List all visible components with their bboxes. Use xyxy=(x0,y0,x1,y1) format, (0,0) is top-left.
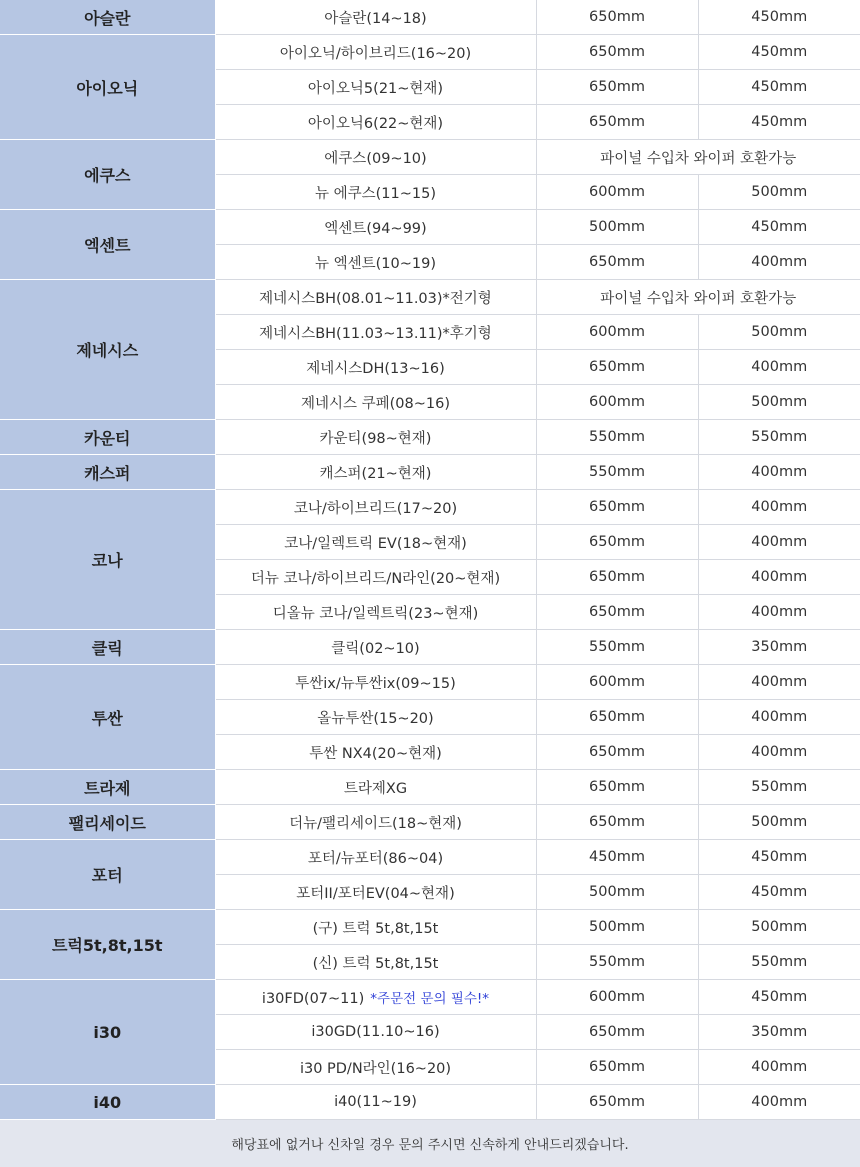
driver-wiper-size-cell: 650mm xyxy=(536,1050,698,1085)
model-cell xyxy=(215,105,536,140)
category-cell: 포터 xyxy=(0,840,215,910)
model-name: 투싼 NX4(20~현재) xyxy=(309,745,442,762)
category-cell: 캐스퍼 xyxy=(0,455,215,490)
driver-wiper-size-cell: 650mm xyxy=(536,105,698,140)
driver-wiper-size-cell: 650mm xyxy=(536,350,698,385)
passenger-wiper-size-cell: 400mm xyxy=(698,1050,860,1085)
model-name: 더뉴/팰리세이드(18~현재) xyxy=(289,815,462,832)
footer-notice-text: 해당표에 없거나 신차일 경우 문의 주시면 신속하게 안내드리겠습니다. xyxy=(231,1138,629,1153)
model-cell xyxy=(215,350,536,385)
model-name: 포터II/포터EV(04~현재) xyxy=(296,885,455,902)
passenger-wiper-size-cell: 400mm xyxy=(698,700,860,735)
model-cell xyxy=(215,140,536,175)
model-name: 제네시스BH(11.03~13.11)*후기형 xyxy=(259,325,492,342)
category-cell: 클릭 xyxy=(0,630,215,665)
table-row xyxy=(0,490,860,525)
model-cell xyxy=(215,770,536,805)
model-name: i40(11~19) xyxy=(334,1094,417,1110)
driver-wiper-size-cell: 650mm xyxy=(536,805,698,840)
passenger-wiper-size-cell: 500mm xyxy=(698,910,860,945)
model-cell xyxy=(215,805,536,840)
passenger-wiper-size-cell: 400mm xyxy=(698,665,860,700)
model-cell xyxy=(215,245,536,280)
passenger-wiper-size-cell: 400mm xyxy=(698,455,860,490)
model-name: i30FD(07~11) xyxy=(261,991,365,1007)
model-name: 에쿠스(09~10) xyxy=(324,150,427,167)
passenger-wiper-size-cell: 500mm xyxy=(698,175,860,210)
passenger-wiper-size-cell: 400mm xyxy=(698,1085,860,1120)
driver-wiper-size-cell: 650mm xyxy=(536,35,698,70)
table-row xyxy=(0,0,860,35)
category-cell: 아슬란 xyxy=(0,0,215,35)
driver-wiper-size-cell: 650mm xyxy=(536,595,698,630)
passenger-wiper-size-cell: 550mm xyxy=(698,770,860,805)
category-cell: 아이오닉 xyxy=(0,35,215,140)
model-cell xyxy=(215,875,536,910)
table-row xyxy=(0,770,860,805)
passenger-wiper-size-cell: 450mm xyxy=(698,875,860,910)
driver-wiper-size-cell: 600mm xyxy=(536,175,698,210)
driver-wiper-size-cell: 550mm xyxy=(536,945,698,980)
model-cell xyxy=(215,945,536,980)
model-cell xyxy=(215,735,536,770)
model-cell xyxy=(215,665,536,700)
category-cell: 트라제 xyxy=(0,770,215,805)
table-row xyxy=(0,280,860,315)
driver-wiper-size-cell: 500mm xyxy=(536,210,698,245)
category-cell: 엑센트 xyxy=(0,210,215,280)
category-cell: i30 xyxy=(0,980,215,1085)
driver-wiper-size-cell: 650mm xyxy=(536,245,698,280)
driver-wiper-size-cell: 500mm xyxy=(536,875,698,910)
passenger-wiper-size-cell: 450mm xyxy=(698,0,860,35)
model-name: 투싼ix/뉴투싼ix(09~15) xyxy=(295,675,456,692)
model-name: 캐스퍼(21~현재) xyxy=(319,465,432,482)
model-name: 코나/일렉트릭 EV(18~현재) xyxy=(284,535,467,552)
model-name: 더뉴 코나/하이브리드/N라인(20~현재) xyxy=(250,570,501,587)
model-name: 트라제XG xyxy=(343,780,408,797)
driver-wiper-size-cell: 650mm xyxy=(536,1015,698,1050)
model-name: 코나/하이브리드(17~20) xyxy=(293,500,458,517)
table-row xyxy=(0,1085,860,1120)
model-cell xyxy=(215,700,536,735)
driver-wiper-size-cell: 550mm xyxy=(536,420,698,455)
passenger-wiper-size-cell: 400mm xyxy=(698,525,860,560)
model-cell xyxy=(215,35,536,70)
model-cell xyxy=(215,210,536,245)
passenger-wiper-size-cell: 350mm xyxy=(698,630,860,665)
passenger-wiper-size-cell: 400mm xyxy=(698,560,860,595)
table-row xyxy=(0,455,860,490)
model-cell xyxy=(215,175,536,210)
passenger-wiper-size-cell: 450mm xyxy=(698,35,860,70)
model-name: 제네시스 쿠페(08~16) xyxy=(300,395,450,412)
model-cell xyxy=(215,385,536,420)
model-name: (구) 트럭 5t,8t,15t xyxy=(312,920,439,937)
driver-wiper-size-cell: 550mm xyxy=(536,630,698,665)
driver-wiper-size-cell: 650mm xyxy=(536,735,698,770)
category-cell: 에쿠스 xyxy=(0,140,215,210)
model-cell xyxy=(215,560,536,595)
model-cell xyxy=(215,455,536,490)
passenger-wiper-size-cell: 550mm xyxy=(698,945,860,980)
driver-wiper-size-cell: 650mm xyxy=(536,525,698,560)
model-cell xyxy=(215,630,536,665)
passenger-wiper-size-cell: 400mm xyxy=(698,245,860,280)
driver-wiper-size-cell: 650mm xyxy=(536,560,698,595)
category-cell: i40 xyxy=(0,1085,215,1120)
category-cell: 카운티 xyxy=(0,420,215,455)
model-name: 아이오닉5(21~현재) xyxy=(307,80,444,97)
passenger-wiper-size-cell: 500mm xyxy=(698,315,860,350)
table-row xyxy=(0,805,860,840)
passenger-wiper-size-cell: 450mm xyxy=(698,210,860,245)
table-row xyxy=(0,140,860,175)
table-row xyxy=(0,630,860,665)
model-cell xyxy=(215,420,536,455)
category-cell: 제네시스 xyxy=(0,280,215,420)
passenger-wiper-size-cell: 500mm xyxy=(698,805,860,840)
driver-wiper-size-cell: 450mm xyxy=(536,840,698,875)
model-name: 아슬란(14~18) xyxy=(324,10,427,27)
passenger-wiper-size-cell: 450mm xyxy=(698,70,860,105)
model-name: 클릭(02~10) xyxy=(331,640,420,657)
model-cell xyxy=(215,1015,536,1050)
passenger-wiper-size-cell: 400mm xyxy=(698,735,860,770)
model-name: 뉴 엑센트(10~19) xyxy=(314,255,436,272)
model-cell xyxy=(215,0,536,35)
table-row xyxy=(0,840,860,875)
model-name: 아이오닉/하이브리드(16~20) xyxy=(279,45,472,62)
driver-wiper-size-cell: 600mm xyxy=(536,385,698,420)
model-name: 엑센트(94~99) xyxy=(324,220,427,237)
model-cell xyxy=(215,910,536,945)
model-name: 올뉴투싼(15~20) xyxy=(317,710,434,727)
table-row xyxy=(0,210,860,245)
driver-wiper-size-cell: 600mm xyxy=(536,315,698,350)
model-cell xyxy=(215,595,536,630)
passenger-wiper-size-cell: 400mm xyxy=(698,595,860,630)
category-cell: 트럭5t,8t,15t xyxy=(0,910,215,980)
model-cell xyxy=(215,980,536,1015)
driver-wiper-size-cell: 500mm xyxy=(536,910,698,945)
driver-wiper-size-cell: 650mm xyxy=(536,1085,698,1120)
category-cell: 투싼 xyxy=(0,665,215,770)
driver-wiper-size-cell: 650mm xyxy=(536,700,698,735)
table-row xyxy=(0,910,860,945)
category-cell: 팰리세이드 xyxy=(0,805,215,840)
model-name: i30GD(11.10~16) xyxy=(311,1024,440,1040)
passenger-wiper-size-cell: 450mm xyxy=(698,980,860,1015)
table-row xyxy=(0,35,860,70)
inquiry-required-note: *주문전 문의 필수!* xyxy=(370,991,490,1007)
model-cell xyxy=(215,280,536,315)
driver-wiper-size-cell: 650mm xyxy=(536,490,698,525)
passenger-wiper-size-cell: 550mm xyxy=(698,420,860,455)
compatibility-note-cell: 파이널 수입차 와이퍼 호환가능 xyxy=(536,280,860,315)
footer-notice xyxy=(0,1120,860,1167)
table-row xyxy=(0,980,860,1015)
driver-wiper-size-cell: 650mm xyxy=(536,0,698,35)
passenger-wiper-size-cell: 450mm xyxy=(698,840,860,875)
driver-wiper-size-cell: 650mm xyxy=(536,70,698,105)
model-cell xyxy=(215,70,536,105)
passenger-wiper-size-cell: 400mm xyxy=(698,350,860,385)
model-name: 카운티(98~현재) xyxy=(319,430,432,447)
model-cell xyxy=(215,1085,536,1120)
driver-wiper-size-cell: 550mm xyxy=(536,455,698,490)
driver-wiper-size-cell: 600mm xyxy=(536,665,698,700)
model-cell xyxy=(215,490,536,525)
model-name: i30 PD/N라인(16~20) xyxy=(299,1060,452,1077)
model-name: 아이오닉6(22~현재) xyxy=(307,115,444,132)
table-row xyxy=(0,420,860,455)
model-cell xyxy=(215,1050,536,1085)
model-cell xyxy=(215,840,536,875)
model-name: (신) 트럭 5t,8t,15t xyxy=(312,955,439,972)
passenger-wiper-size-cell: 500mm xyxy=(698,385,860,420)
model-name: 디올뉴 코나/일렉트릭(23~현재) xyxy=(272,605,479,622)
model-name: 제네시스BH(08.01~11.03)*전기형 xyxy=(259,290,492,307)
passenger-wiper-size-cell: 450mm xyxy=(698,105,860,140)
table-row xyxy=(0,665,860,700)
driver-wiper-size-cell: 600mm xyxy=(536,980,698,1015)
passenger-wiper-size-cell: 400mm xyxy=(698,490,860,525)
model-name: 포터/뉴포터(86~04) xyxy=(307,850,444,867)
category-cell: 코나 xyxy=(0,490,215,630)
model-name: 뉴 에쿠스(11~15) xyxy=(314,185,436,202)
driver-wiper-size-cell: 650mm xyxy=(536,770,698,805)
model-cell xyxy=(215,315,536,350)
model-name: 제네시스DH(13~16) xyxy=(306,360,445,377)
model-cell xyxy=(215,525,536,560)
passenger-wiper-size-cell: 350mm xyxy=(698,1015,860,1050)
compatibility-note-cell: 파이널 수입차 와이퍼 호환가능 xyxy=(536,140,860,175)
